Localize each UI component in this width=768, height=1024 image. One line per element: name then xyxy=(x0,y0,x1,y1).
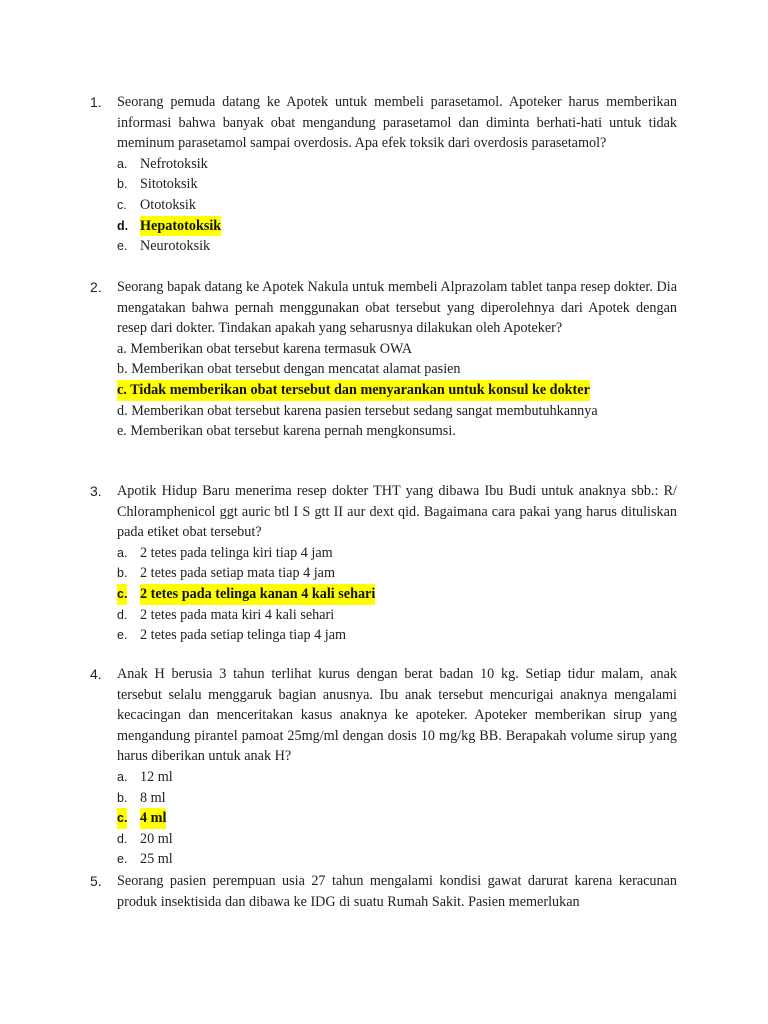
option-c: c. Ototoksik xyxy=(117,196,196,213)
options-list xyxy=(0,767,768,870)
option-b: b. Sitotoksik xyxy=(117,176,198,193)
options-list xyxy=(0,339,768,442)
question-text: Anak H berusia 3 tahun terlihat kurus dengan berat badan 10 kg. Setiap tidur malam, anak tersebut selalu menggaruk bagian anusnya. Ibu anak tersebut mencurigai anaknya mengalami kecacingan dan menceritakan kasus anaknya ke apoteker. Apoteker memberikan sirup yang mengandung pirantel pamoat 25mg/ml dengan dosis 10 mg/kg BB. Berapakah volume sirup yang harus diberikan untuk anak H? xyxy=(117,666,677,765)
question-text: Seorang pemuda datang ke Apotek untuk membeli parasetamol. Apoteker harus memberikan informasi bahwa banyak obat mengandung parasetamol dan diminta berhati-hati untuk tidak meminum parasetamol sampai overdosis. Apa efek toksik dari overdosis parasetamol? xyxy=(117,94,677,152)
highlighted-answer: Hepatotoksik xyxy=(140,216,221,237)
question-number: 1. xyxy=(90,94,102,110)
option-b: b. 8 ml xyxy=(117,789,166,806)
highlighted-answer: 2 tetes pada telinga kanan 4 kali sehari xyxy=(140,584,375,605)
question-5 xyxy=(0,871,768,912)
option-b: b. 2 tetes pada setiap mata tiap 4 jam xyxy=(117,565,336,582)
option-a: a. 2 tetes pada telinga kiri tiap 4 jam xyxy=(117,544,333,561)
option-e: e. 25 ml xyxy=(117,851,173,868)
question-number: 5. xyxy=(90,873,102,889)
option-e: e. 2 tetes pada setiap telinga tiap 4 jam xyxy=(117,627,347,644)
option-c-correct: c. 2 tetes pada telinga kanan 4 kali sehari xyxy=(0,584,768,605)
option-c-correct xyxy=(0,380,768,401)
option-e: e. Neurotoksik xyxy=(117,238,211,255)
option-d: d. 20 ml xyxy=(117,830,173,847)
question-text: Seorang pasien perempuan usia 27 tahun mengalami kondisi gawat darurat karena keracunan produk insektisida dan dibawa ke IDG di suatu Rumah Sakit. Pasien memerlukan xyxy=(117,873,677,910)
option-b: b. Memberikan obat tersebut dengan mencatat alamat pasien xyxy=(117,361,461,378)
highlighted-answer: 4 ml xyxy=(140,808,166,829)
option-d: d. 2 tetes pada mata kiri 4 kali sehari xyxy=(117,606,335,623)
question-3 xyxy=(0,481,768,646)
option-c-correct: c. 4 ml xyxy=(0,808,768,829)
question-number: 3. xyxy=(90,483,102,499)
question-number: 4. xyxy=(90,666,102,682)
option-a: a. Nefrotoksik xyxy=(117,155,208,172)
question-1 xyxy=(0,92,768,257)
question-4 xyxy=(0,664,768,870)
option-d-correct: d. Hepatotoksik xyxy=(0,216,768,237)
question-text: Apotik Hidup Baru menerima resep dokter THT yang dibawa Ibu Budi untuk anaknya sbb.: R/ Chloramphenicol ggt auric btl I S gtt II aur dext qid. Bagaimana cara pakai yang harus dituliskan pada etiket obat tersebut? xyxy=(117,483,677,541)
option-a: a. 12 ml xyxy=(117,768,173,785)
option-a: a. Memberikan obat tersebut karena termasuk OWA xyxy=(117,340,413,357)
option-e: e. Memberikan obat tersebut karena pernah mengkonsumsi. xyxy=(117,423,456,440)
option-d: d. Memberikan obat tersebut karena pasien tersebut sedang sangat membutuhkannya xyxy=(117,402,598,419)
highlighted-answer: c. Tidak memberikan obat tersebut dan menyarankan untuk konsul ke dokter xyxy=(117,380,590,401)
options-list xyxy=(0,154,768,257)
options-list xyxy=(0,543,768,646)
question-number: 2. xyxy=(90,279,102,295)
question-2 xyxy=(0,277,768,442)
question-text: Seorang bapak datang ke Apotek Nakula untuk membeli Alprazolam tablet tanpa resep dokter. Dia mengatakan bahwa pernah menggunakan obat tersebut yang diperolehnya dari Apotek dengan resep dari dokter. Tindakan apakah yang seharusnya dilakukan oleh Apoteker? xyxy=(117,279,677,337)
